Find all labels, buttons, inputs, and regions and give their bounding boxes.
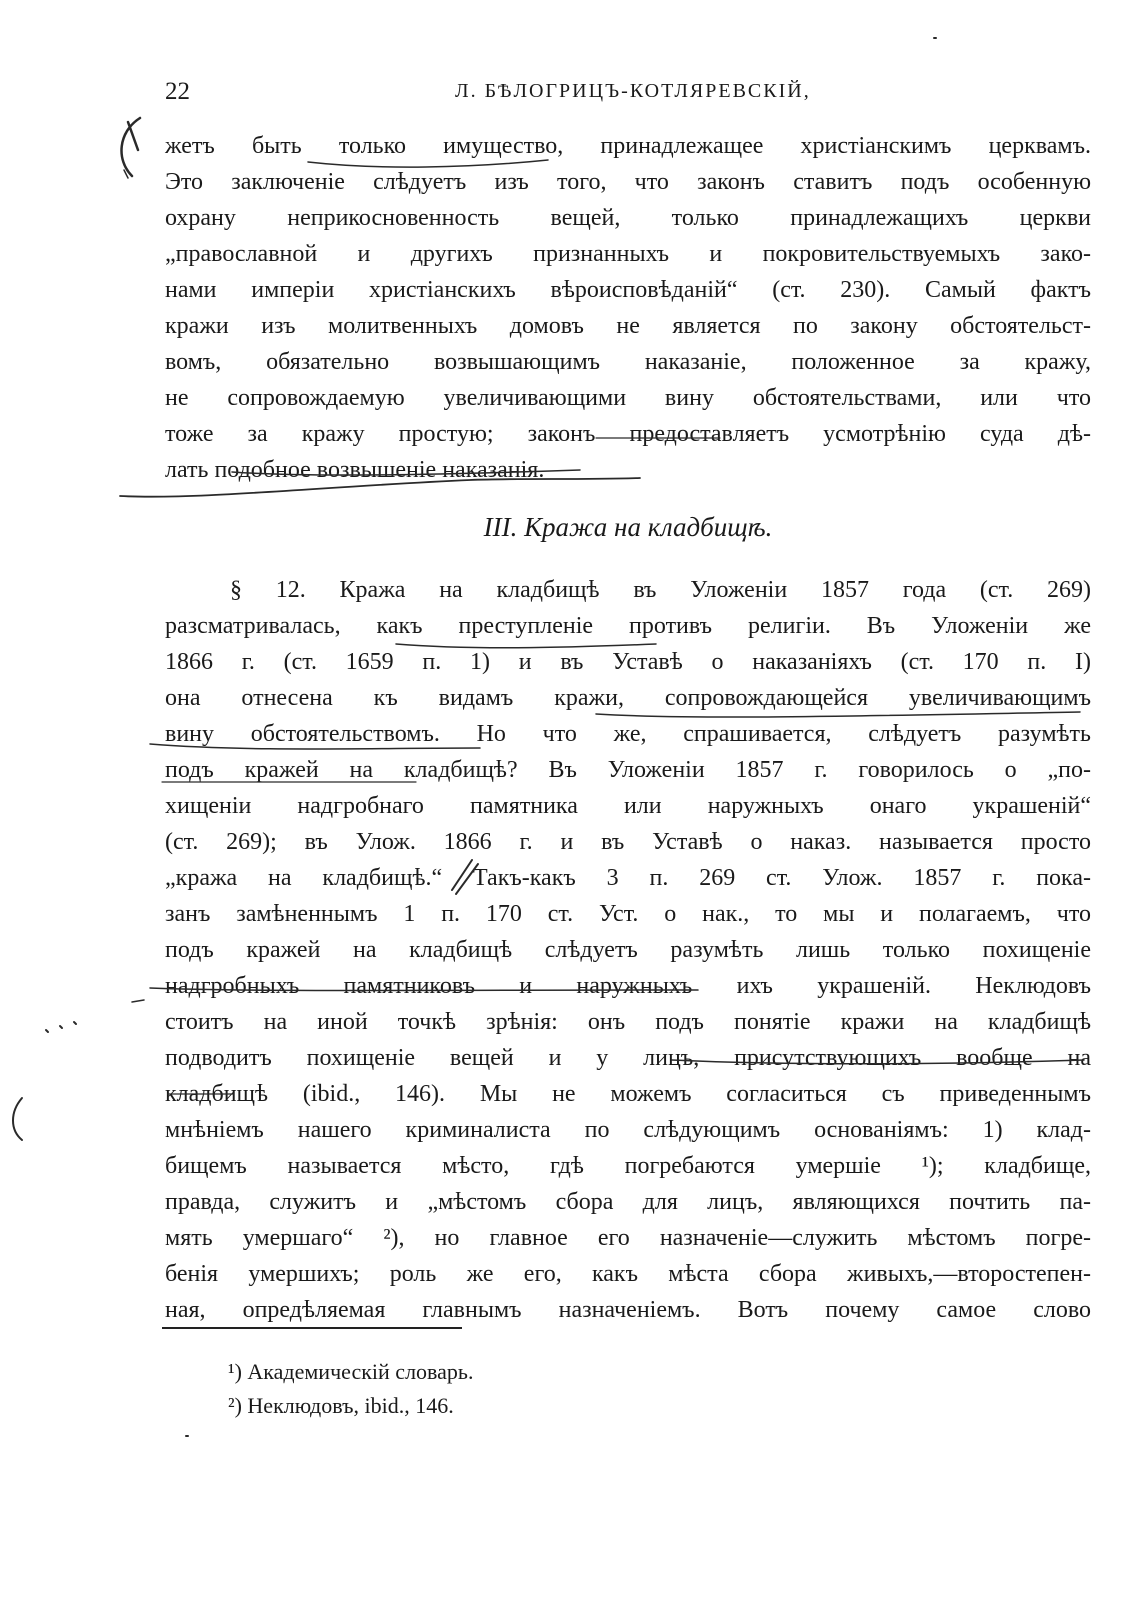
text-line: занъ замѣненнымъ 1 п. 170 ст. Уст. о нак., то мы и полагаемъ, что bbox=[165, 901, 1091, 927]
text-line: разсматривалась, какъ преступленіе противъ религіи. Въ Уложеніи же bbox=[165, 613, 1091, 639]
margin-tick-mark bbox=[132, 1000, 144, 1002]
text-line: „православной и другихъ признанныхъ и покровительствуемыхъ зако- bbox=[165, 241, 1091, 267]
text-line: стоитъ на иной точкѣ зрѣнія: онъ подъ понятіе кражи на кладбищѣ bbox=[165, 1009, 1091, 1035]
text-line: вину обстоятельствомъ. Но что же, спрашивается, слѣдуетъ разумѣть bbox=[165, 721, 1091, 747]
text-line: тоже за кражу простую; законъ предоставляетъ усмотрѣнію суда дѣ- bbox=[165, 421, 1091, 447]
text-line: охрану неприкосновенность вещей, только принадлежащихъ церкви bbox=[165, 205, 1091, 231]
text-line: подъ кражей на кладбищѣ слѣдуетъ разумѣть лишь только похищеніе bbox=[165, 937, 1091, 963]
text-line: она отнесена къ видамъ кражи, сопровождающейся увеличивающимъ bbox=[165, 685, 1091, 711]
paragraph-1 bbox=[165, 128, 1091, 488]
text-line: мять умершаго“ ²), но главное его назначеніе—служить мѣстомъ погре- bbox=[165, 1225, 1091, 1251]
paragraph-2 bbox=[165, 572, 1091, 1328]
text-line: лать подобное возвышеніе наказанія. bbox=[165, 457, 545, 483]
text-line: мнѣніемъ нашего криминалиста по слѣдующимъ основаніямъ: 1) клад- bbox=[165, 1117, 1091, 1143]
text-line: кражи изъ молитвенныхъ домовъ не является по закону обстоятельст- bbox=[165, 313, 1091, 339]
text-line: (ст. 269); въ Улож. 1866 г. и въ Уставѣ о наказ. называется просто bbox=[165, 829, 1091, 855]
footnote-1: ¹) Академическій словарь. bbox=[228, 1359, 474, 1384]
footnote-rule bbox=[162, 1327, 462, 1329]
text-line: ная, опредѣляемая главнымъ назначеніемъ. Вотъ почему самое слово bbox=[165, 1297, 1091, 1323]
text-line: жетъ быть только имущество, принадлежащее христіанскимъ церквамъ. bbox=[165, 133, 1091, 159]
page-number: 22 bbox=[165, 78, 190, 105]
text-line: хищеніи надгробнаго памятника или наружныхъ онаго украшеній“ bbox=[165, 793, 1091, 819]
text-line: подводитъ похищеніе вещей и у лицъ, присутствующихъ вообще на bbox=[165, 1045, 1091, 1071]
margin-bracket-mark bbox=[122, 118, 140, 176]
page-header bbox=[165, 78, 1090, 112]
text-line: подъ кражей на кладбищѣ? Въ Уложеніи 1857 г. говорилось о „по- bbox=[165, 757, 1091, 783]
margin-tick-mark bbox=[124, 170, 128, 178]
text-line: нами имперіи христіанскихъ вѣроисповѣданій“ (ст. 230). Самый фактъ bbox=[165, 277, 1091, 303]
text-line: кладбищѣ (ibid., 146). Мы не можемъ согласиться съ приведеннымъ bbox=[165, 1081, 1091, 1107]
section-title: III. Кража на кладбищѣ. bbox=[483, 512, 773, 542]
text-line: Это заключеніе слѣдуетъ изъ того, что законъ ставитъ подъ особенную bbox=[165, 169, 1091, 195]
footnote-2: ²) Неклюдовъ, ibid., 146. bbox=[228, 1393, 454, 1418]
text-line: „кража на кладбищѣ.“ Такъ-какъ 3 п. 269 ст. Улож. 1857 г. пока- bbox=[165, 865, 1091, 891]
text-line: бищемъ называется мѣсто, гдѣ погребаются умершіе ¹); кладбище, bbox=[165, 1153, 1091, 1179]
text-line: § 12. Кража на кладбищѣ въ Уложеніи 1857 года (ст. 269) bbox=[230, 577, 1091, 603]
margin-bracket-mark bbox=[13, 1098, 22, 1140]
text-line: правда, служитъ и „мѣстомъ сбора для лицъ, являющихся почтить па- bbox=[165, 1189, 1091, 1215]
running-head: Л. БѢЛОГРИЦЪ-КОТЛЯРЕВСКІЙ, bbox=[455, 80, 811, 102]
text-line: надгробныхъ памятниковъ и наружныхъ ихъ украшеній. Неклюдовъ bbox=[165, 973, 1091, 999]
text-line: не сопровождаемую увеличивающими вину обстоятельствами, или что bbox=[165, 385, 1091, 411]
text-line: бенія умершихъ; роль же его, какъ мѣста сбора живыхъ,—второстепен- bbox=[165, 1261, 1091, 1287]
text-line: 1866 г. (ст. 1659 п. 1) и въ Уставѣ о наказаніяхъ (ст. 170 п. I) bbox=[165, 649, 1091, 675]
text-line: вомъ, обязательно возвышающимъ наказаніе, положенное за кражу, bbox=[165, 349, 1091, 375]
margin-dot-mark bbox=[46, 1022, 76, 1032]
footnotes bbox=[228, 1355, 473, 1423]
